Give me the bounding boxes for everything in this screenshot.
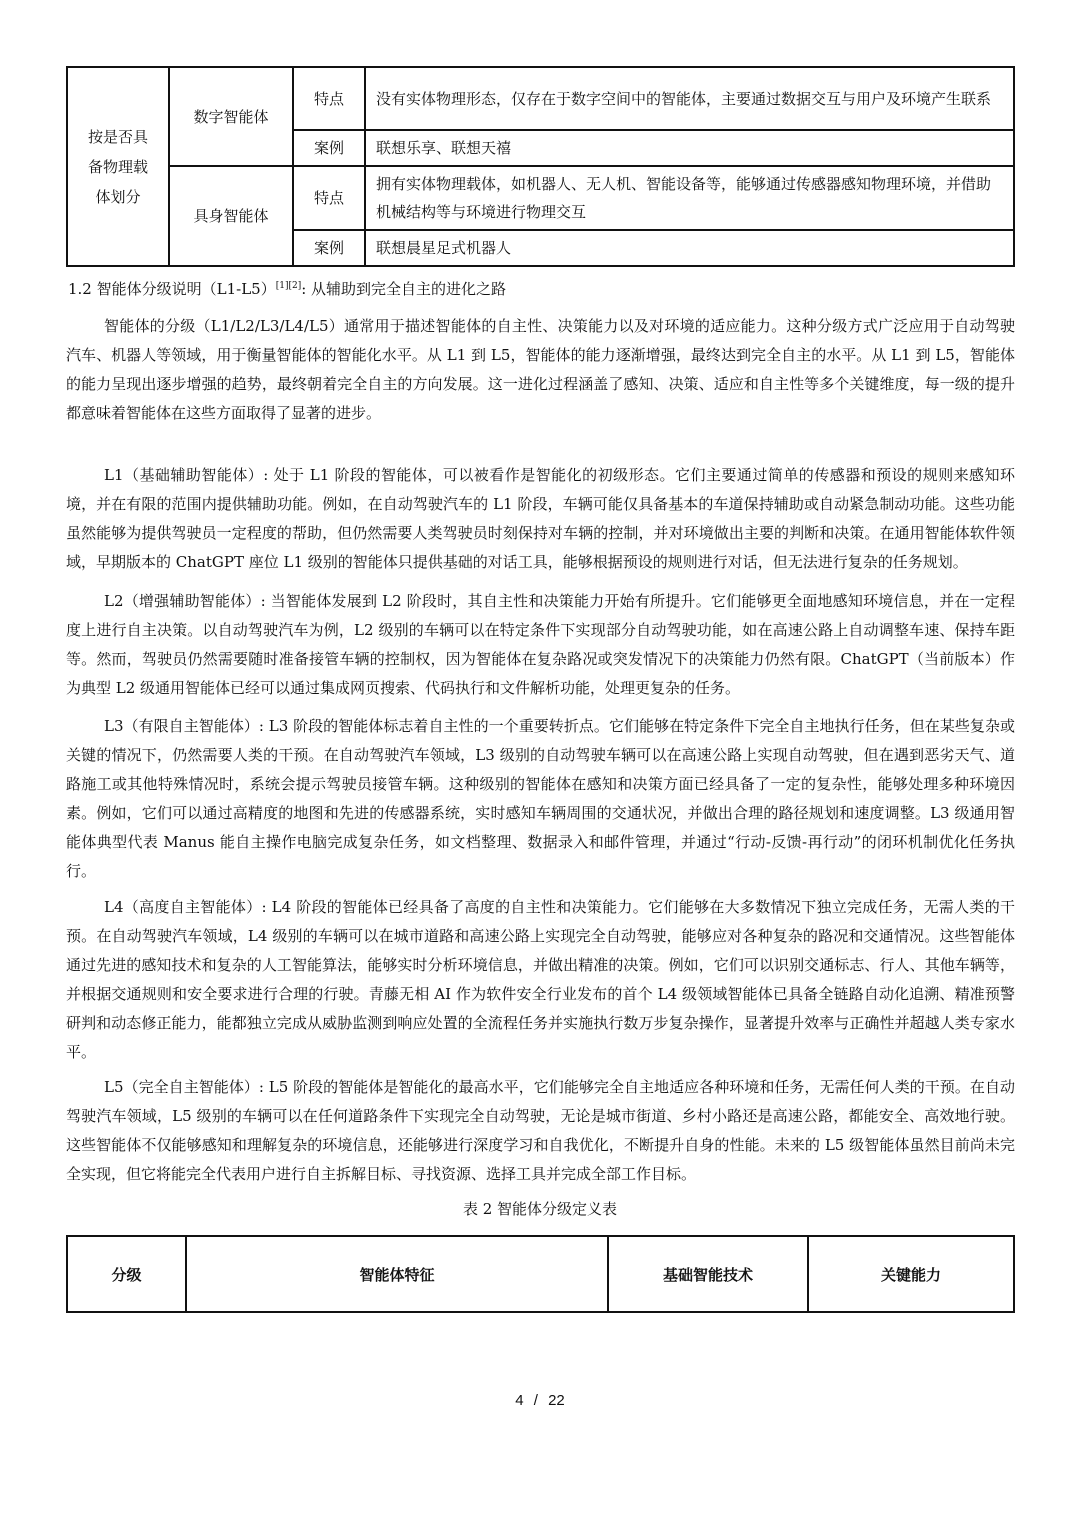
desc-cell: 联想晨星足式机器人 — [365, 230, 1014, 266]
type-cell-embodied: 具身智能体 — [169, 166, 293, 266]
paragraph-intro: 智能体的分级（L1/L2/L3/L4/L5）通常用于描述智能体的自主性、决策能力以及对环境的适应能力。这种分级方式广泛应用于自动驾驶汽车、机器人等领域，用于衡量智能体的智能化水平。从 L1 到 L5，智能体的能力逐渐增强，最终达到完全自主的水平。从 L1 到 L5，智能体的能力呈现出逐步增强的趋势，最终朝着完全自主的方向发展。这一进化过程涵盖了感知、决策、适应和自主性等多个关键维度，每一级的提升都意味着智能体在这些方面取得了显著的进步。 — [66, 317, 1015, 422]
heading-citation: [1][2] — [275, 281, 302, 291]
attr-cell: 案例 — [293, 130, 365, 166]
classification-table — [66, 66, 1015, 267]
header-cell-features: 智能体特征 — [186, 1236, 608, 1312]
table-header-row — [67, 1236, 1014, 1312]
paragraph-l1: L1（基础辅助智能体）: 处于 L1 阶段的智能体，可以被看作是智能化的初级形态。它们主要通过简单的传感器和预设的规则来感知环境，并在有限的范围内提供辅助功能。例如，在自动驾驶汽车的 L1 阶段，车辆可能仅具备基本的车道保持辅助或自动紧急制动功能。这些功能虽然能够为提供驾驶员一定程度的帮助，但仍然需要人类驾驶员时刻保持对车辆的控制，并对环境做出主要的判断和决策。在通用智能体软件领域，早期版本的 ChatGPT 座位 L1 级别的智能体只提供基础的对话工具，能够根据预设的规则进行对话，但无法进行复杂的任务规划。 — [66, 466, 1015, 571]
paragraph-l4: L4（高度自主智能体）: L4 阶段的智能体已经具备了高度的自主性和决策能力。它们能够在大多数情况下独立完成任务，无需人类的干预。在自动驾驶汽车领域，L4 级别的车辆可以在城市道路和高速公路上实现完全自动驾驶，能够应对各种复杂的路况和交通情况。这些智能体通过先进的感知技术和复杂的人工智能算法，能够实时分析环境信息，并做出精准的决策。例如，它们可以识别交通标志、行人、其他车辆等，并根据交通规则和安全要求进行合理的行驶。青藤无相 AI 作为软件安全行业发布的首个 L4 级领域智能体已具备全链路自动化追溯、精准预警研判和动态修正能力，能都独立完成从威胁监测到响应处置的全流程任务并实施执行数万步复杂操作，显著提升效率与正确性并超越人类专家水平。 — [66, 898, 1015, 1061]
category-label: 按是否具备物理载体划分 — [87, 127, 148, 206]
type-cell-digital: 数字智能体 — [169, 67, 293, 166]
desc-cell: 没有实体物理形态，仅存在于数字空间中的智能体，主要通过数据交互与用户及环境产生联系 — [365, 67, 1014, 130]
attr-cell: 特点 — [293, 67, 365, 130]
heading-text: 1.2 智能体分级说明（L1-L5） — [68, 280, 276, 298]
header-cell-level: 分级 — [67, 1236, 186, 1312]
header-cell-capability: 关键能力 — [808, 1236, 1014, 1312]
header-cell-technology: 基础智能技术 — [608, 1236, 808, 1312]
level-definition-table — [66, 1235, 1015, 1313]
table-row — [67, 67, 1014, 130]
desc-cell: 拥有实体物理载体，如机器人、无人机、智能设备等，能够通过传感器感知物理环境，并借助机械结构等与环境进行物理交互 — [365, 166, 1014, 230]
paragraph-l2: L2（增强辅助智能体）: 当智能体发展到 L2 阶段时，其自主性和决策能力开始有所提升。它们能够更全面地感知环境信息，并在一定程度上进行自主决策。以自动驾驶汽车为例，L2 级别的车辆可以在特定条件下实现部分自动驾驶功能，如在高速公路上自动调整车速、保持车距等。然而，驾驶员仍然需要随时准备接管车辆的控制权，因为智能体在复杂路况或突发情况下的决策能力仍然有限。ChatGPT（当前版本）作为典型 L2 级通用智能体已经可以通过集成网页搜索、代码执行和文件解析功能，处理更复杂的任务。 — [66, 592, 1015, 697]
page-number: 4 / 22 — [515, 1392, 565, 1409]
desc-cell: 联想乐享、联想天禧 — [365, 130, 1014, 166]
attr-cell: 特点 — [293, 166, 365, 230]
attr-cell: 案例 — [293, 230, 365, 266]
table-row — [67, 166, 1014, 230]
section-heading — [68, 274, 506, 301]
paragraph-l5: L5（完全自主智能体）: L5 阶段的智能体是智能化的最高水平，它们能够完全自主地适应各种环境和任务，无需任何人类的干预。在自动驾驶汽车领域，L5 级别的车辆可以在任何道路条件下实现完全自动驾驶，无论是城市街道、乡村小路还是高速公路，都能安全、高效地行驶。这些智能体不仅能够感知和理解复杂的环境信息，还能够进行深度学习和自我优化，不断提升自身的性能。未来的 L5 级智能体虽然目前尚未完全实现，但它将能完全代表用户进行自主拆解目标、寻找资源、选择工具并完成全部工作目标。 — [66, 1078, 1015, 1183]
table-caption: 表 2 智能体分级定义表 — [462, 1200, 618, 1218]
category-cell — [67, 67, 169, 266]
heading-subtitle: : 从辅助到完全自主的进化之路 — [301, 280, 507, 298]
paragraph-l3: L3（有限自主智能体）: L3 阶段的智能体标志着自主性的一个重要转折点。它们能够在特定条件下完全自主地执行任务，但在某些复杂或关键的情况下，仍然需要人类的干预。在自动驾驶汽车领域，L3 级别的自动驾驶车辆可以在高速公路上实现自动驾驶，但在遇到恶劣天气、道路施工或其他特殊情况时，系统会提示驾驶员接管车辆。这种级别的智能体在感知和决策方面已经具备了一定的复杂性，能够处理多种环境因素。例如，它们可以通过高精度的地图和先进的传感器系统，实时感知车辆周围的交通状况，并做出合理的路径规划和速度调整。L3 级通用智能体典型代表 Manus 能自主操作电脑完成复杂任务，如文档整理、数据录入和邮件管理，并通过“行动-反馈-再行动”的闭环机制优化任务执行。 — [66, 717, 1015, 880]
